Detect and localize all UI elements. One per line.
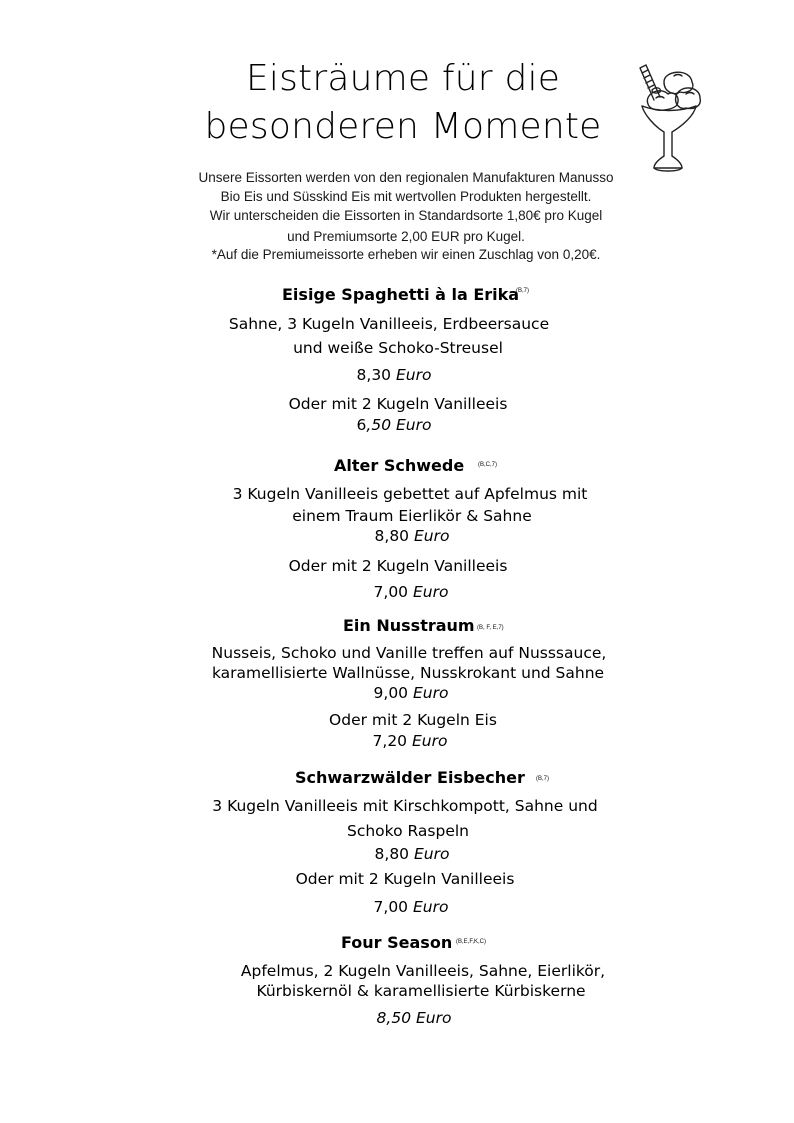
item-price: 8,80 Euro [374,845,450,863]
item-name: Schwarzwälder Eisbecher [295,768,525,787]
intro-line-4: und Premiumsorte 2,00 EUR pro Kugel. [287,229,525,244]
item-price: 8,80 Euro [374,527,450,545]
allergen-note: (B, F, E,7) [477,625,504,631]
page-title-line-2: besonderen Momente [204,106,602,147]
item-name: Eisige Spaghetti à la Erika [282,285,520,304]
intro-line-1: Unsere Eissorten werden von den regionalen Manufakturen Manusso [198,170,614,185]
alt-price: 7,00 Euro [373,583,449,601]
intro-line-5: *Auf die Premiumeissorte erheben wir einen Zuschlag von 0,20€. [211,247,601,262]
alt-price: 7,00 Euro [373,898,449,916]
item-description-line-1: Sahne, 3 Kugeln Vanilleeis, Erdbeersauce [228,315,550,333]
alt-option-text: Oder mit 2 Kugeln Vanilleeis [295,870,515,888]
item-description-line-1: 3 Kugeln Vanilleeis gebettet auf Apfelmus mit [232,485,588,503]
page-title-line-1: Eisträume für die [245,58,561,99]
item-name: Ein Nusstraum [343,616,475,635]
allergen-note: (B,E,F,K,C) [456,939,487,945]
alt-price: 7,20 Euro [372,732,448,750]
alt-option-text: Oder mit 2 Kugeln Vanilleeis [288,557,508,575]
item-description-line-1: 3 Kugeln Vanilleeis mit Kirschkompott, Sahne und [212,797,598,815]
item-price: 8,50 Euro [376,1009,452,1027]
item-price: 9,00 Euro [373,684,449,702]
item-description-line-2: Schoko Raspeln [346,822,470,840]
item-description-line-1: Apfelmus, 2 Kugeln Vanilleeis, Sahne, Eierlikör, [240,962,606,980]
intro-line-2: Bio Eis und Süsskind Eis mit wertvollen Produkten hergestellt. [220,189,592,204]
item-description-line-1: Nusseis, Schoko und Vanille treffen auf Nusssauce, [211,644,607,662]
item-description-line-2: Kürbiskernöl & karamellisierte Kürbiskerne [256,982,586,1000]
item-name: Alter Schwede [334,456,465,475]
item-description-line-2: einem Traum Eierlikör & Sahne [292,507,532,525]
alt-option-text: Oder mit 2 Kugeln Vanilleeis [288,395,508,413]
alt-price: 6,50 Euro [356,416,432,434]
item-price: 8,30 Euro [356,366,432,384]
alt-option-text: Oder mit 2 Kugeln Eis [329,711,497,729]
allergen-note: (B,7) [516,288,530,294]
item-description-line-2: und weiße Schoko-Streusel [293,339,503,357]
item-description-line-2: karamellisierte Wallnüsse, Nusskrokant und Sahne [211,664,605,682]
item-name: Four Season [341,933,453,952]
allergen-note: (B,C,7) [478,462,498,468]
allergen-note: (B,7) [536,776,550,782]
intro-line-3: Wir unterscheiden die Eissorten in Standardsorte 1,80€ pro Kugel [209,208,603,223]
